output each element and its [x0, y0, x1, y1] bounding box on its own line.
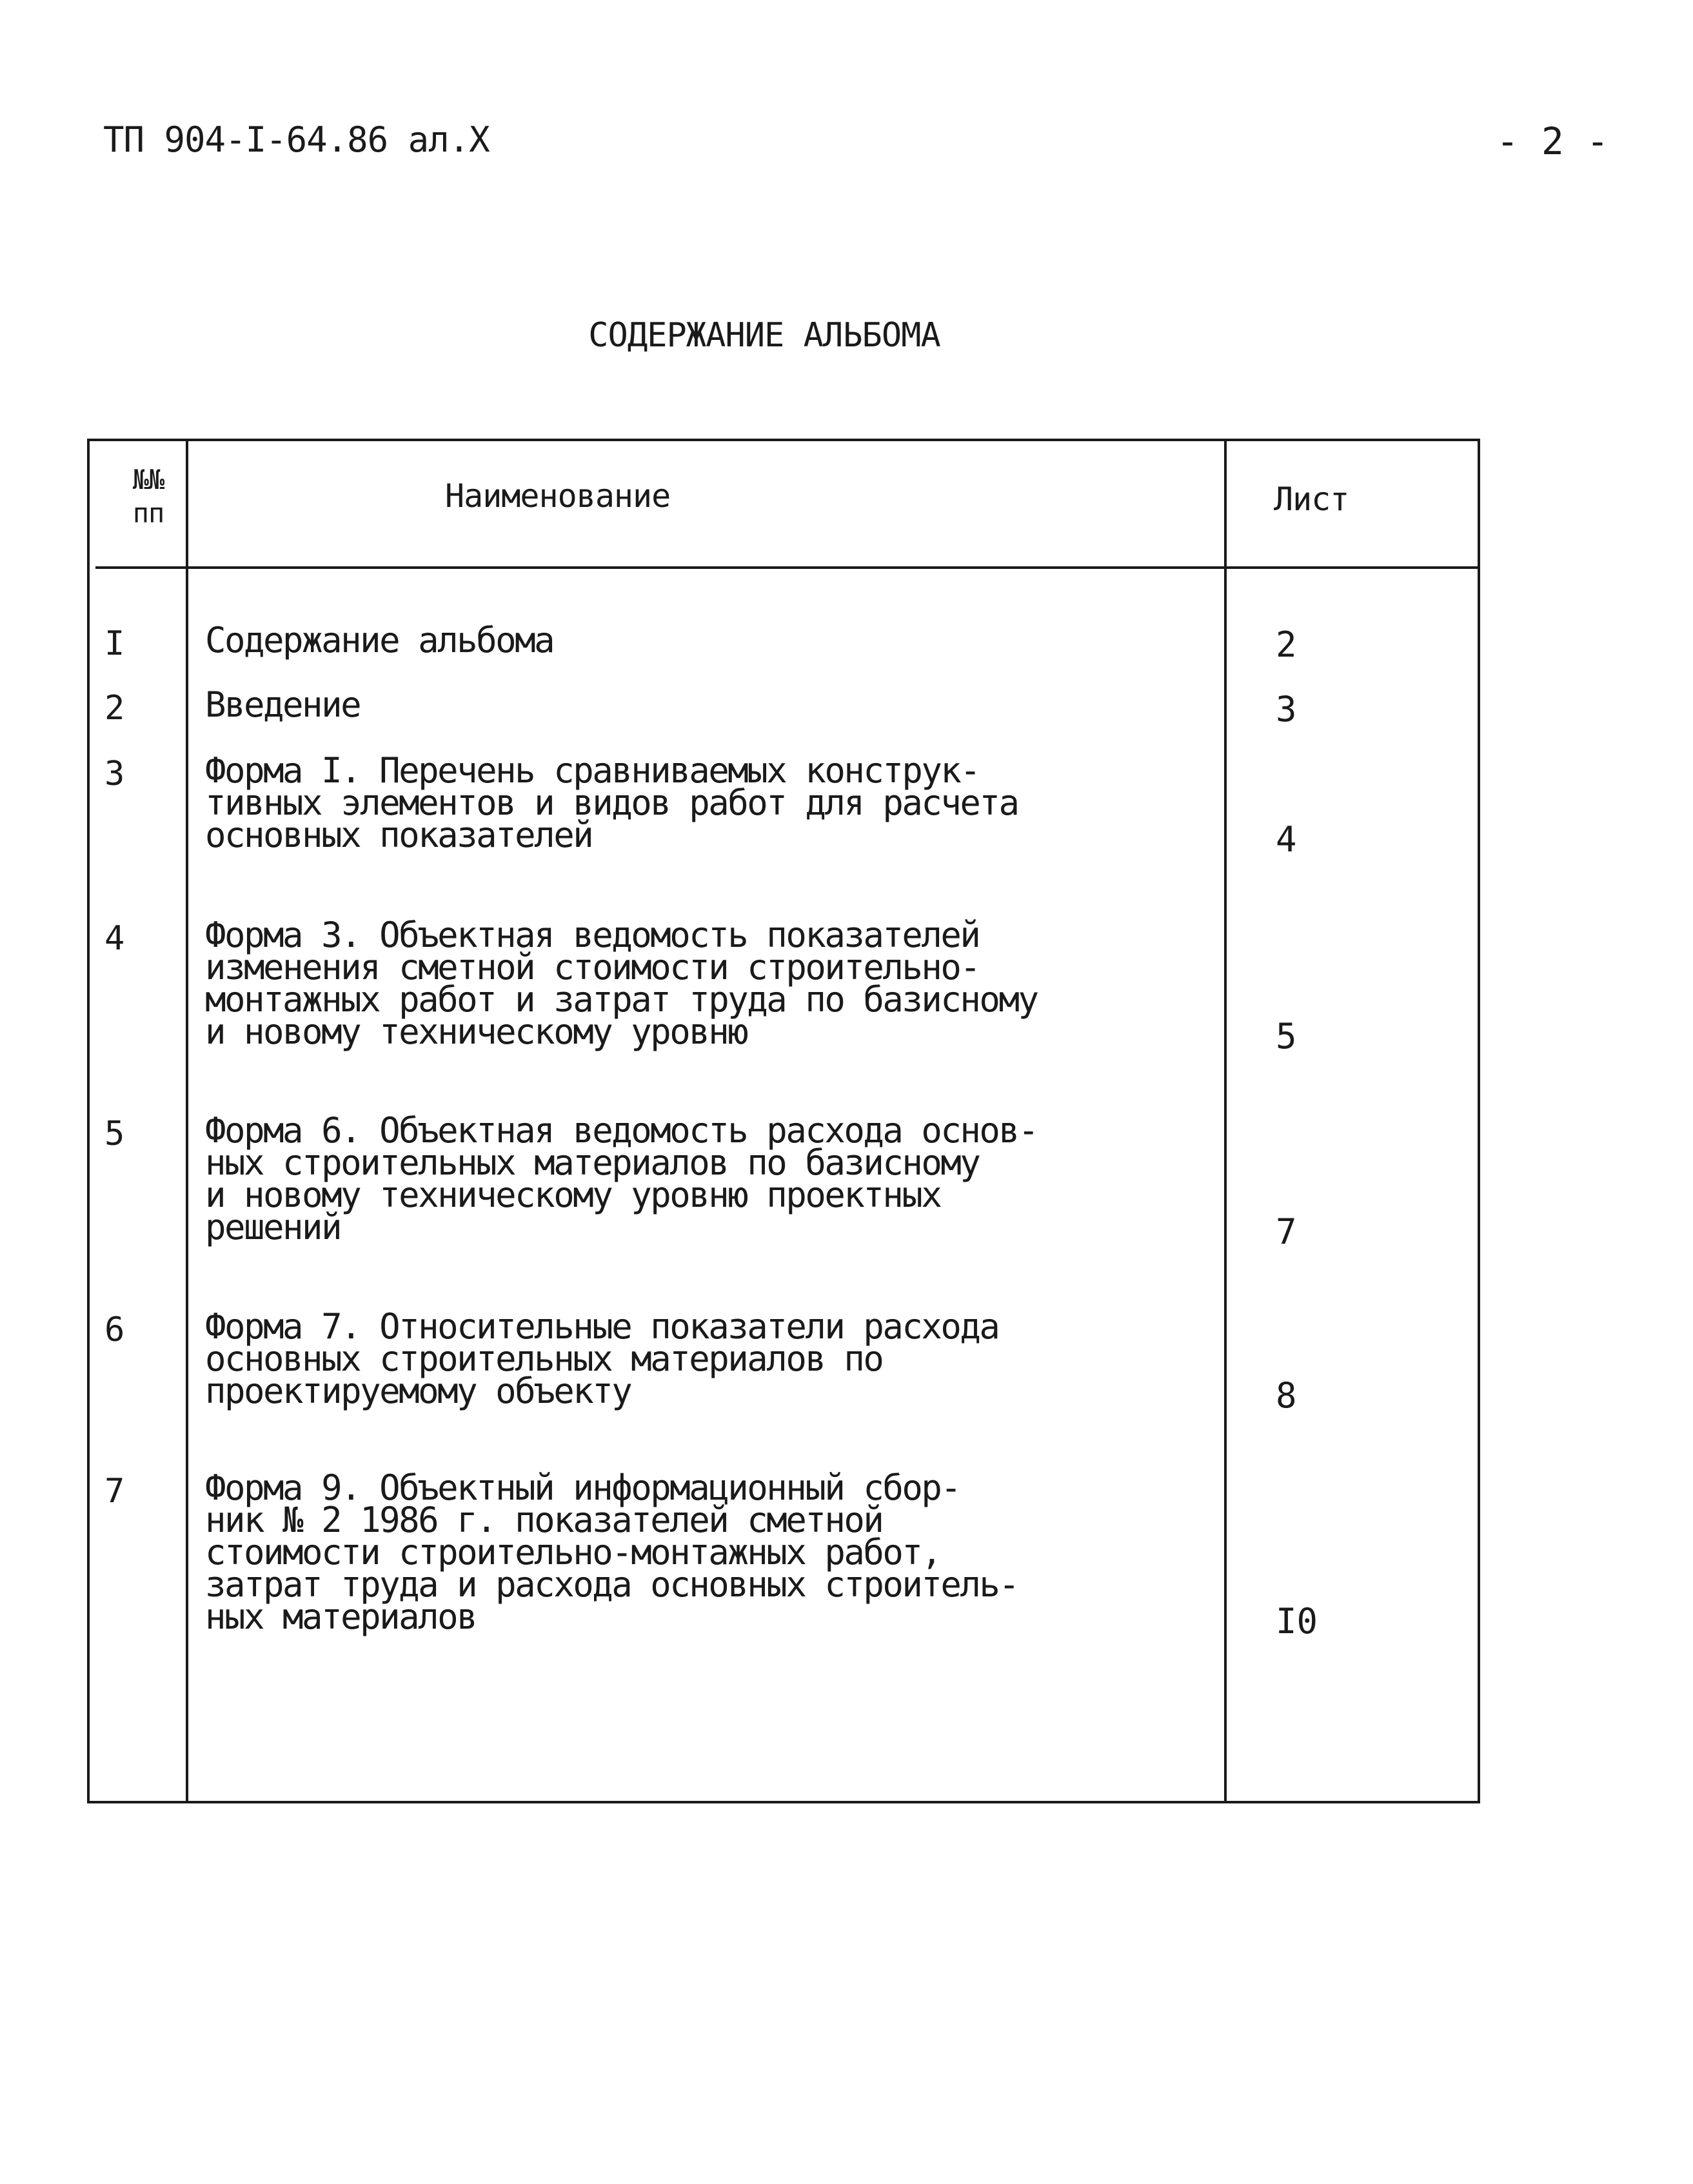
row-name: Введение — [205, 684, 361, 725]
row-name: Форма 3. Объектная ведомость показателей изменения сметной стоимости строительно- монтажных работ и затрат труда по базисному и новому техническому уровню — [205, 915, 1038, 1052]
row-number: 2 — [104, 689, 125, 728]
row-sheet: 3 — [1276, 689, 1297, 730]
page-title: СОДЕРЖАНИЕ АЛЬБОМА — [588, 316, 940, 355]
column-divider-number — [186, 439, 188, 1803]
table-border-left — [87, 439, 90, 1803]
row-number: 5 — [104, 1115, 125, 1153]
document-code: ТП 904-I-64.86 ал.Х — [103, 119, 490, 160]
page-number: - 2 - — [1496, 119, 1609, 163]
column-header-sheet: Лист — [1274, 481, 1349, 518]
row-sheet: 2 — [1276, 624, 1297, 665]
table-border-bottom — [87, 1801, 1480, 1803]
row-name: Форма 6. Объектная ведомость расхода основ- ных строительных материалов по базисному и новому техническому уровню проектных решений — [205, 1110, 1038, 1247]
row-number: 3 — [104, 755, 125, 793]
row-sheet: 4 — [1276, 819, 1297, 860]
row-number: 4 — [104, 919, 125, 958]
row-sheet: I0 — [1276, 1601, 1318, 1642]
table-border-top — [87, 439, 1480, 441]
row-name: Форма I. Перечень сравниваемых конструк- тивных элементов и видов работ для расчета основных показателей — [205, 750, 1018, 855]
row-sheet: 7 — [1276, 1211, 1297, 1252]
row-sheet: 5 — [1276, 1016, 1297, 1057]
row-name: Форма 9. Объектный информационный сбор- ник № 2 1986 г. показателей сметной стоимости строительно-монтажных работ, затрат труда и расхода основных строитель- ных материалов — [205, 1467, 1018, 1637]
row-sheet: 8 — [1276, 1375, 1297, 1416]
row-number: 6 — [104, 1311, 125, 1349]
column-header-number: №№ пп — [132, 464, 164, 529]
column-header-name: Наименование — [445, 477, 671, 515]
table-border-right — [1478, 439, 1480, 1803]
row-number: I — [104, 624, 125, 663]
row-name: Содержание альбома — [205, 620, 554, 660]
row-name: Форма 7. Относительные показатели расхода основных строительных материалов по проектируемому объекту — [205, 1306, 999, 1411]
row-number: 7 — [104, 1472, 125, 1511]
column-divider-sheet — [1224, 439, 1227, 1803]
header-divider — [95, 566, 1480, 569]
